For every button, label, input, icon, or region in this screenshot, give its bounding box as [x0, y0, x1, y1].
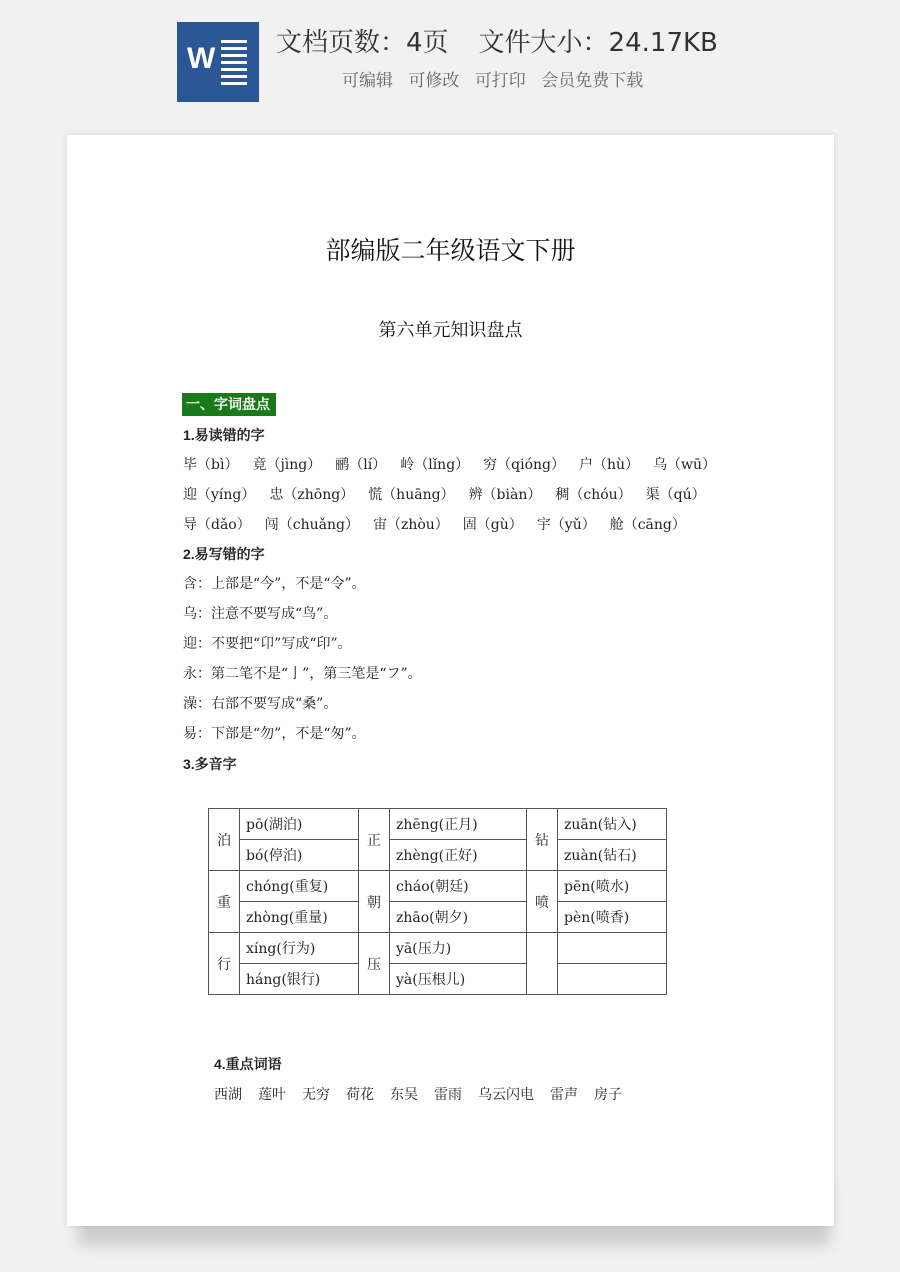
writing-note: 乌：注意不要写成“鸟”。 [183, 606, 338, 622]
table-row [209, 871, 667, 902]
table-cell-char: 泊 [209, 809, 240, 871]
reading-item: 导（dǎo） [183, 517, 251, 533]
table-cell-reading: zhèng(正好) [390, 840, 527, 871]
document-subtitle: 第六单元知识盘点 [378, 320, 523, 341]
key-words-row [214, 1084, 638, 1104]
key-word: 东吴 [390, 1087, 418, 1103]
table-cell-reading: zhāo(朝夕) [390, 902, 527, 933]
feature-printable: 可打印 [474, 71, 526, 91]
table-cell-reading: xíng(行为) [240, 933, 359, 964]
reading-item: 慌（huāng） [368, 487, 455, 503]
reading-item: 岭（lǐng） [400, 457, 470, 473]
page-count: 文档页数：4页 [276, 28, 449, 58]
table-cell-reading: pēn(喷水) [558, 871, 667, 902]
file-meta [276, 22, 718, 59]
document-page [67, 135, 834, 1226]
key-word: 乌云闪电 [478, 1087, 534, 1103]
table-row [209, 840, 667, 871]
table-cell-char: 重 [209, 871, 240, 933]
writing-note: 易：下部是“勿”，不是“匆”。 [183, 726, 366, 742]
table-cell-reading: pèn(喷香) [558, 902, 667, 933]
table-cell-char: 朝 [359, 871, 390, 933]
subheading-misread: 1.易读错的字 [183, 427, 265, 443]
writing-note: 迎：不要把“卬”写成“印”。 [183, 636, 352, 652]
reading-item: 宙（zhòu） [372, 517, 449, 533]
key-word: 莲叶 [258, 1087, 286, 1103]
word-icon-letter: W [187, 42, 216, 75]
table-cell-reading: pō(湖泊) [240, 809, 359, 840]
reading-item: 穷（qióng） [483, 457, 566, 473]
reading-row [183, 454, 730, 474]
table-cell-char: 喷 [527, 871, 558, 933]
table-cell-char: 行 [209, 933, 240, 995]
word-icon [177, 22, 259, 102]
key-word: 荷花 [346, 1087, 374, 1103]
table-cell-reading: zuàn(钻石) [558, 840, 667, 871]
table-cell-reading: chóng(重复) [240, 871, 359, 902]
section-heading: 一、字词盘点 [182, 393, 276, 416]
key-word: 雷声 [550, 1087, 578, 1103]
table-cell-char: 正 [359, 809, 390, 871]
table-cell-reading: zhēng(正月) [390, 809, 527, 840]
writing-note: 澡：右部不要写成“桑”。 [183, 696, 338, 712]
table-cell-empty [527, 933, 558, 995]
reading-item: 竟（jìng） [252, 457, 322, 473]
subheading-miswritten: 2.易写错的字 [183, 546, 265, 562]
table-cell-reading: cháo(朝廷) [390, 871, 527, 902]
table-cell-reading: háng(银行) [240, 964, 359, 995]
reading-item: 舱（cāng） [609, 517, 686, 533]
document-title: 部编版二年级语文下册 [325, 236, 576, 265]
reading-item: 鹂（lí） [335, 457, 387, 473]
download-banner [0, 0, 900, 118]
table-cell-reading: zhòng(重量) [240, 902, 359, 933]
table-cell-char: 压 [359, 933, 390, 995]
key-word: 无穷 [302, 1087, 330, 1103]
reading-item: 迎（yíng） [183, 487, 256, 503]
reading-row [183, 514, 700, 534]
reading-row [183, 484, 720, 504]
key-word: 房子 [594, 1087, 622, 1103]
subheading-polyphones: 3.多音字 [183, 756, 237, 772]
key-word: 雷雨 [434, 1087, 462, 1103]
reading-item: 忠（zhōng） [269, 487, 355, 503]
reading-item: 户（hù） [579, 457, 640, 473]
subheading-key-words: 4.重点词语 [214, 1056, 282, 1072]
feature-list [342, 66, 653, 91]
polyphone-table [208, 808, 667, 995]
feature-editable: 可编辑 [342, 71, 393, 91]
file-size: 文件大小：24.17KB [478, 28, 718, 58]
reading-item: 宇（yǔ） [536, 517, 596, 533]
table-cell-char: 钻 [527, 809, 558, 871]
reading-item: 毕（bì） [183, 457, 239, 473]
table-row [209, 902, 667, 933]
table-cell-reading: yā(压力) [390, 933, 527, 964]
reading-item: 辨（biàn） [468, 487, 542, 503]
feature-modifiable: 可修改 [408, 71, 460, 91]
table-row [209, 933, 667, 964]
writing-note: 永：第二笔不是“亅”，第三笔是“フ”。 [183, 666, 422, 682]
reading-item: 闯（chuǎng） [264, 517, 359, 533]
table-cell-reading: yà(压根儿) [390, 964, 527, 995]
table-cell-empty [558, 933, 667, 964]
feature-member-download: 会员免费下载 [541, 71, 644, 91]
table-cell-empty [558, 964, 667, 995]
reading-item: 固（gù） [462, 517, 523, 533]
table-cell-reading: zuān(钻入) [558, 809, 667, 840]
key-word: 西湖 [214, 1087, 242, 1103]
table-cell-reading: bó(停泊) [240, 840, 359, 871]
table-row [209, 964, 667, 995]
reading-item: 稠（chóu） [555, 487, 632, 503]
reading-item: 渠（qú） [645, 487, 706, 503]
reading-item: 乌（wū） [653, 457, 717, 473]
writing-note: 含：上部是“今”，不是“令”。 [183, 576, 366, 592]
table-row [209, 809, 667, 840]
